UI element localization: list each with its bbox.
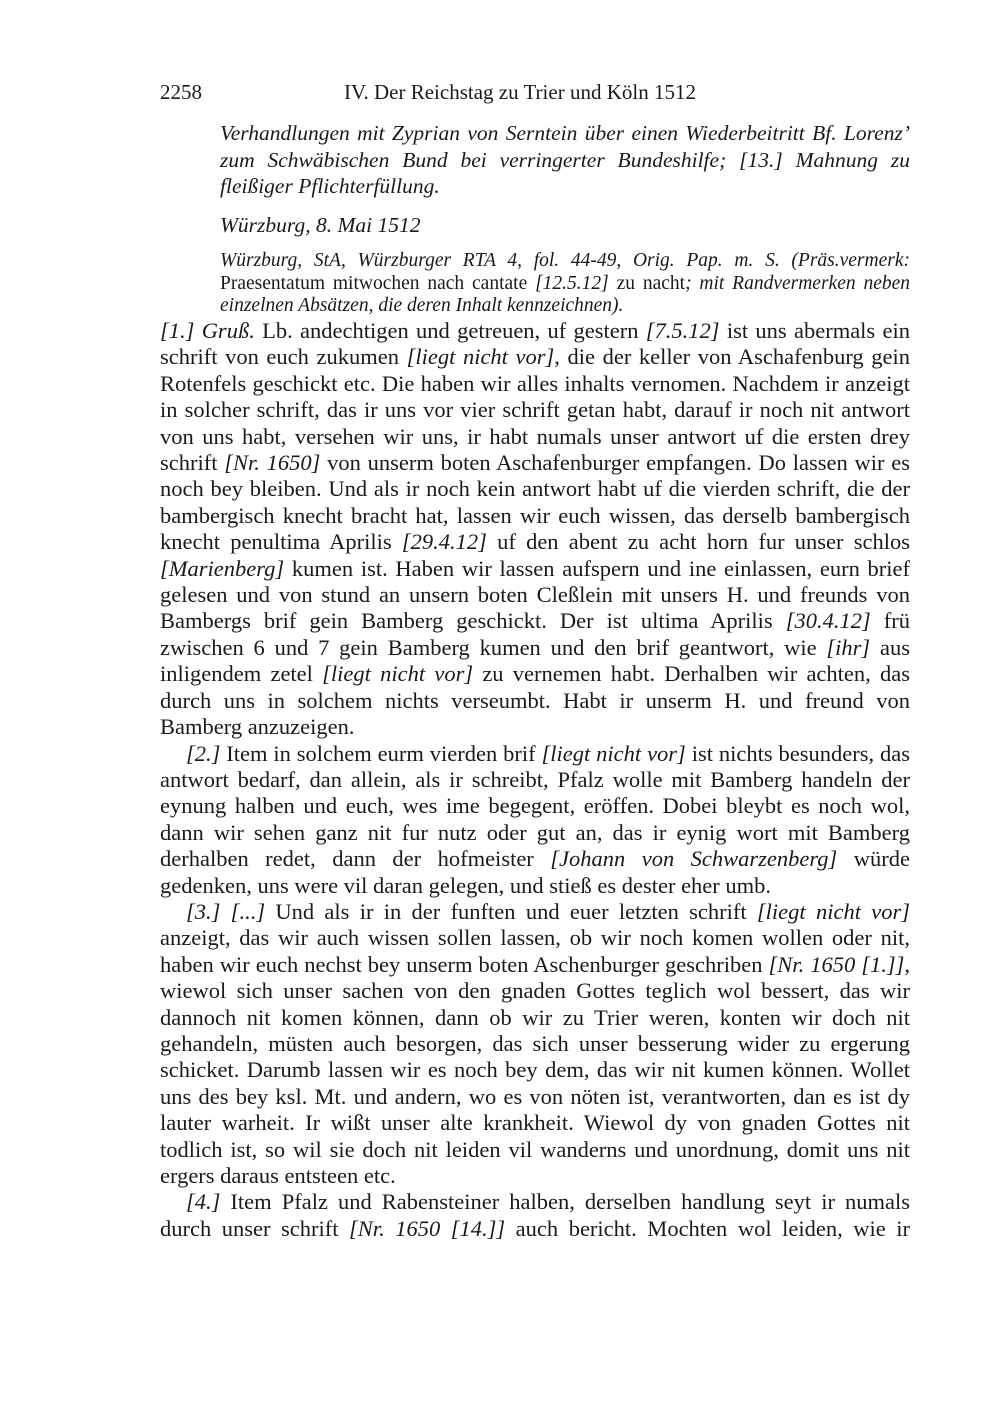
source-part: Würzburg, StA, Würzburger RTA 4, fol. 44-49, Orig. Pap. m. S. (Präs.vermerk:	[220, 250, 910, 271]
text-segment: [Nr. 1650 [1.]]	[768, 951, 905, 977]
document-header	[220, 120, 910, 318]
text-segment: [Nr. 1650 [14.]]	[349, 1215, 506, 1241]
text-segment: auch bericht. Mochten wol leiden, wie ir	[505, 1215, 910, 1241]
source-part: ; mit Randvermerken neben einzelnen Absätzen, die deren Inhalt kennzeichnen).	[220, 272, 911, 316]
text-segment: aus inligendem zetel	[160, 634, 910, 687]
paragraph-4	[160, 1189, 910, 1242]
text-segment: Item Pfalz und Rabensteiner halben, derselben handlung seyt ir numals durch unser schrift	[160, 1189, 910, 1241]
text-segment: [2.]	[186, 740, 221, 766]
paragraph-3	[160, 899, 910, 1189]
text-segment: ist nichts besunders, das antwort bedarf, dan allein, als ir schreibt, Pfalz wolle mit Bamberg handeln der eynung halben und euch, wes ime begegent, eröffen. Dobei bleybt es noch wol, dann wir sehen ganz nit fur nutz oder gut an, das ir eynig wort mit Bamberg derhalben redet, dann der hofmeister	[160, 740, 910, 872]
source-part: [12.5.12]	[527, 272, 617, 294]
text-segment: [ihr]	[826, 634, 871, 660]
text-segment: [liegt nicht vor]	[406, 344, 555, 370]
text-segment: zu vernemen habt. Derhalben wir achten, das durch uns in solchem nichts verseumbt. Habt ir unserm H. und freund von Bamberg anzuzeigen.	[160, 661, 911, 740]
text-segment: [4.]	[186, 1189, 221, 1215]
text-segment: Lb. andechtigen und getreuen, uf gestern	[254, 318, 646, 343]
document-summary: Verhandlungen mit Zyprian von Serntein über einen Wiederbeitritt Bf. Lorenz’ zum Schwäbischen Bund bei verringerter Bundeshilfe; [13.] Mahnung zu fleißiger Pflichterfüllung.	[220, 121, 910, 198]
text-segment: [Nr. 1650]	[224, 450, 321, 476]
text-segment: Und als ir in der funften und euer letzten schrift	[265, 898, 757, 924]
text-segment: kumen ist. Haben wir lassen aufspern und ine einlassen, eurn brief gelesen und von stund an unsern boten Cleßlein mit unsers H. und freunds von Bambergs brif gein Bamberg geschickt. Der ist ultima Aprilis	[160, 555, 910, 634]
text-segment: , die der keller von Aschafenburg gein Rotenfels geschickt etc. Die haben wir alles inhalts vernomen. Nachdem ir anzeigt in solcher schrift, das ir uns vor vier schrift getan habt, darauf ir noch nit antwort von uns habt, versehen wir uns, ir habt numals unser antwort uf die ersten drey schrift	[160, 344, 910, 476]
document-date: Würzburg, 8. Mai 1512	[220, 212, 421, 237]
text-segment: , wiewol sich unser sachen von den gnaden Gottes teglich wol bessert, das wir dannoch nit komen können, dann ob wir zu Trier weren, konten wir doch nit gehandeln, müsten auch besorgen, das sich unser besserung wider zu ergerung schicket. Darumb lassen wir es noch bey dem, das wir nit kumen können. Wollet uns des bey ksl. Mt. und andern, wo es von nöten ist, verantworten, dan es ist dy lauter warheit. Ir wißt unser alte krankheit. Wiewol dy von gnaden Gottes nit todlich ist, so wil sie doch nit leiden vil wanderns und unordnung, domit uns nit ergers daraus entsteen etc.	[160, 951, 910, 1188]
text-segment: frü zwischen 6 und 7 gein Bamberg kumen und den brif geantwort, wie	[160, 608, 910, 660]
paragraph-2	[160, 741, 910, 899]
page-number: 2258	[160, 80, 202, 104]
text-segment: [liegt nicht vor]	[541, 740, 686, 766]
running-title: IV. Der Reichstag zu Trier und Köln 1512	[344, 80, 696, 104]
source-note	[220, 250, 910, 318]
text-segment: [Marienberg]	[160, 555, 285, 581]
body-text	[160, 318, 910, 1242]
text-segment: uf den abent zu acht horn fur unser schlos	[486, 529, 910, 555]
source-part: zu nacht	[616, 272, 686, 294]
text-segment: [3.] [...]	[186, 898, 266, 924]
text-segment: [29.4.12]	[401, 529, 487, 555]
text-segment: [liegt nicht vor]	[322, 661, 474, 687]
text-segment: anzeigt, das wir auch wissen sollen lassen, ob wir noch komen wollen oder nit, haben wir euch nechst bey unserm boten Aschenburger geschriben	[160, 925, 910, 977]
text-segment: [7.5.12]	[645, 318, 720, 343]
text-segment: würde gedenken, uns were vil daran gelegen, und stieß es dester eher umb.	[160, 846, 910, 898]
text-segment: von unserm boten Aschafenburger empfangen. Do lassen wir es noch bey bleiben. Und als ir noch kein antwort habt uf die vierden schrift, die der bambergisch knecht bracht hat, lassen wir euch wissen, das derselb bambergisch knecht penultima Aprilis	[160, 450, 910, 555]
text-segment: [1.] Gruß.	[160, 318, 255, 343]
text-segment: [30.4.12]	[785, 608, 871, 634]
text-segment: ist uns abermals ein schrift von euch zukumen	[160, 318, 910, 370]
source-part: Praesentatum mitwochen nach cantate	[220, 272, 528, 294]
text-segment: [Johann von Schwarzenberg]	[550, 846, 838, 872]
text-segment: Item in solchem eurm vierden brif	[220, 740, 542, 766]
paragraph-1	[160, 318, 910, 741]
text-segment: [liegt nicht vor]	[756, 898, 910, 924]
running-head	[160, 80, 910, 110]
